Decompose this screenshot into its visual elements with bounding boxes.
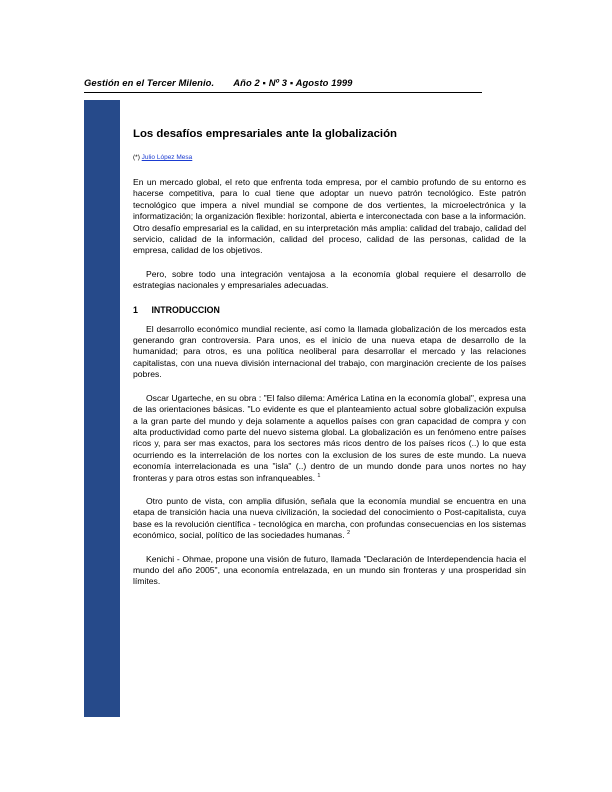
footnote-ref[interactable]: 2: [347, 530, 351, 537]
section-number: 1: [133, 304, 138, 315]
separator-dot: ▪: [289, 77, 296, 88]
paragraph-text: Otro punto de vista, con amplia difusión, señala que la economía mundial se encuentra en una etapa de transición hacia una nueva civilización, la sociedad del conocimiento o Post-capitalista, cuya base es la revolución científica - tecnológica en marcha, con profundas consecuencias en los sistemas económico, social, político de las sociedades humanas.: [133, 495, 526, 541]
journal-date: Agosto 1999: [295, 77, 353, 88]
sidebar-bar: [84, 100, 120, 717]
author-marker: (*): [133, 154, 140, 161]
section-paragraph-1: El desarrollo económico mundial reciente, así como la llamada globalización de los mercados esta generando gran controversia. Para unos, es el inicio de una nueva etapa de desarrollo de la humanidad; para otros, es una política neoliberal para desarrollar el mercado y las relaciones capitalistas, con una nueva división internacional del trabajo, con marginación creciente de los países pobres.: [133, 323, 526, 380]
article-body: [133, 100, 526, 588]
section-heading: [133, 304, 526, 316]
header-rule: [84, 92, 482, 93]
paragraph-text: Oscar Ugarteche, en su obra : "El falso dilema: América Latina en la economía global", expresa una de las orientaciones básicas. "Lo evidente es que el planteamiento actual sobre globalización expulsa a la gran parte del mundo y deja solamente a aquellos países con gran capacidad de compra y con alta productividad como parte del nuevo sistema global. La globalización es un fenómeno entre países ricos y, para ser mas exactos, para los sectores más ricos dentro de los países ricos (..) lo que esta ocurriendo es la interrelación de los nortes con la exclusion de los sures de este mundo. La nueva economía interrelacionada es una "isla" (..) dentro de un mundo donde para unos nortes no hay fronteras y para otros estas son infranqueables.: [133, 392, 526, 483]
intro-paragraph-1: En un mercado global, el reto que enfrenta toda empresa, por el cambio profundo de su entorno es hacerse competitiva, para lo cual tiene que adoptar un nuevo patrón tecnológico. Este patrón tecnológico que impera a nivel mundial se compone de dos vertientes, la microelectrónica y la informatización; la organización flexible: horizontal, abierta e interconectada con base a la información. Otro desafío empresarial es la calidad, en su interpretación más amplia: calidad del trabajo, calidad del servicio, calidad de la información, calidad del proceso, calidad de las personas, calidad de la empresa, calidad de los objetivos.: [133, 177, 526, 256]
author-link[interactable]: Julio López Mesa: [141, 154, 193, 161]
footnote-ref[interactable]: 1: [317, 472, 321, 479]
separator-dot: ▪: [262, 77, 269, 88]
journal-issue: Nº 3: [268, 77, 288, 88]
journal-year: Año 2: [233, 77, 260, 88]
section-title: INTRODUCCION: [151, 304, 220, 315]
journal-name: Gestión en el Tercer Milenio.: [84, 77, 215, 88]
author-line: [133, 153, 526, 162]
section-paragraph-4: Kenichi - Ohmae, propone una visión de futuro, llamada "Declaración de Interdependencia hacia el mundo del año 2005", una economía entrelazada, en un mundo sin fronteras y una prosperidad sin límites.: [133, 553, 526, 587]
section-paragraph-2: [133, 393, 526, 484]
intro-paragraph-2: Pero, sobre todo una integración ventajosa a la economía global requiere el desarrollo de estrategias nacionales y empresariales adecuadas.: [133, 268, 526, 291]
running-header: [84, 77, 480, 88]
section-paragraph-3: [133, 496, 526, 542]
article-title: Los desafíos empresariales ante la globalización: [133, 128, 397, 140]
